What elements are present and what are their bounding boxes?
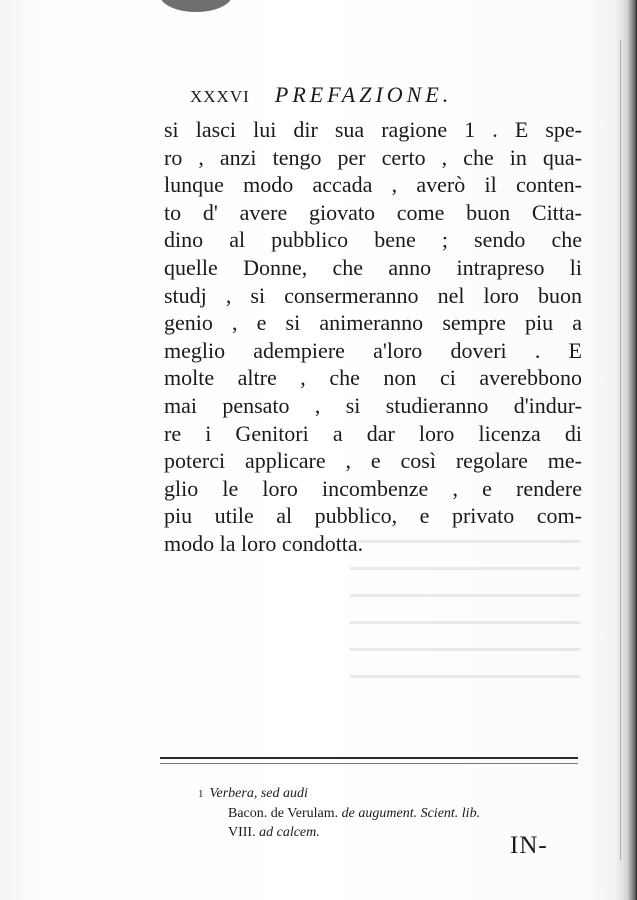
footnote-work: de augument. Scient. lib. [341, 806, 481, 821]
footnote-marker: 1 [198, 788, 204, 800]
running-title: PREFAZIONE. [274, 82, 453, 107]
ink-blot [160, 0, 232, 12]
text-line: studj , si consermeranno nel loro buon [164, 282, 582, 308]
text-line: molte altre , che non ci averebbono [164, 365, 582, 391]
text-line: glio le loro incombenze , e rendere [164, 475, 582, 501]
body-text [164, 116, 582, 558]
footnote-author: Bacon. de Verulam. [228, 806, 339, 821]
footnote-rule-thin [160, 763, 578, 764]
footnote-location: ad calcem. [259, 825, 320, 840]
text-line: to d' avere giovato come buon Citta- [164, 199, 582, 225]
page-number: XXXVI [190, 87, 250, 106]
text-line: poterci applicare , e così regolare me- [164, 448, 582, 474]
text-line: piu utile al pubblico, e privato com- [164, 503, 582, 529]
text-line: mai pensato , si studieranno d'indur- [164, 392, 582, 418]
text-line: ro , anzi tengo per certo , che in qua- [164, 144, 582, 170]
footnote-book: VIII. [228, 825, 256, 840]
footnote-quote: Verbera, sed audi [209, 786, 308, 801]
footnote-line-2 [198, 804, 588, 823]
page-header [190, 82, 530, 112]
text-line: meglio adempiere a'loro doveri . E [164, 337, 582, 363]
text-line: dino al pubblico bene ; sendo che [164, 227, 582, 253]
text-line: modo la loro condotta. [164, 530, 364, 556]
catchword: IN- [510, 832, 548, 859]
text-line: quelle Donne, che anno intrapreso li [164, 254, 582, 280]
text-line: re i Genitori a dar loro licenza di [164, 420, 582, 446]
page-edge-shadow [615, 0, 637, 900]
show-through-text [350, 540, 580, 690]
footnote-rule [160, 757, 578, 759]
text-line: genio , e si animeranno sempre piu a [164, 310, 582, 336]
text-line: lunque modo accada , averò il conten- [164, 172, 582, 198]
text-line: si lasci lui dir sua ragione 1 . E spe- [164, 117, 582, 142]
footnote-line-1 [198, 784, 588, 804]
